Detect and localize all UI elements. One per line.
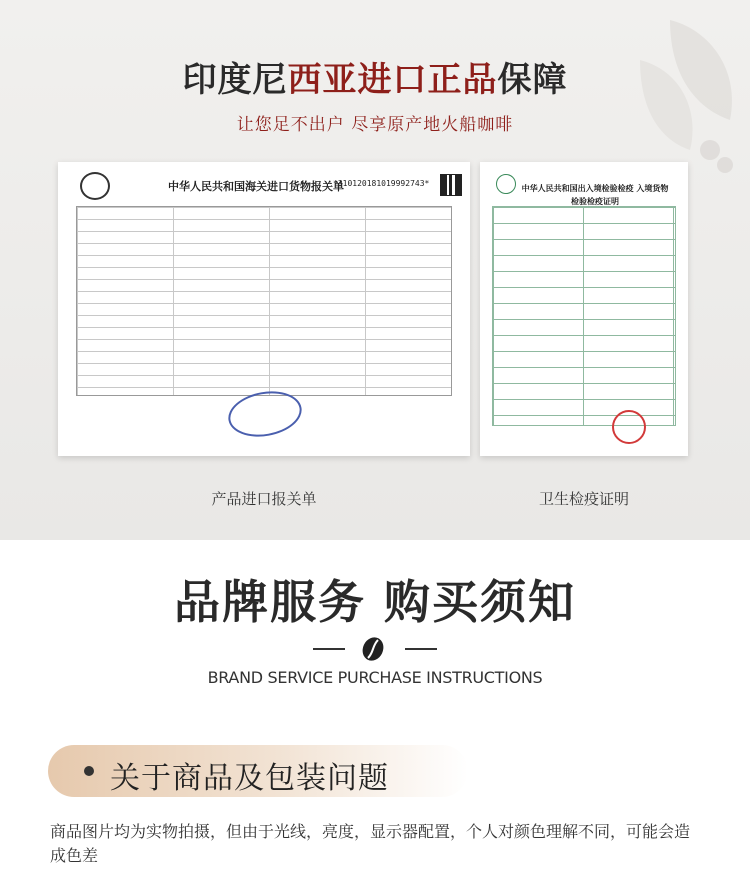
health-form-grid	[492, 206, 676, 426]
customs-caption: 产品进口报关单	[211, 490, 317, 508]
inspection-stamp-icon	[612, 410, 646, 444]
bullet-dot-icon	[84, 766, 94, 776]
divider-line-right	[405, 648, 437, 650]
topic-pill	[48, 745, 468, 797]
health-certificate-document	[480, 162, 688, 456]
qr-code-icon	[440, 174, 462, 196]
page-subhead: 让您足不出户 尽享原产地火船咖啡	[236, 115, 514, 135]
topic-label: 关于商品及包装问题	[110, 761, 389, 796]
headline-part2: 西亚进口正品	[287, 60, 498, 100]
customs-form-grid	[76, 206, 452, 396]
inspection-emblem-icon	[496, 174, 516, 194]
customs-doc-title: 中华人民共和国海关进口货物报关单	[168, 180, 344, 193]
divider-line-left	[313, 648, 345, 650]
section-subtitle: BRAND SERVICE PURCHASE INSTRUCTIONS	[207, 668, 543, 687]
page-headline	[0, 52, 750, 101]
coffee-bean-icon	[361, 636, 385, 662]
headline-part3: 保障	[497, 60, 568, 100]
section-title: 品牌服务 购买须知	[173, 575, 576, 629]
notice-body: 商品图片均为实物拍摄，但由于光线，亮度，显示器配置，个人对颜色理解不同，可能会造成色差	[50, 822, 691, 865]
customs-doc-number: *310120181019992743*	[333, 179, 430, 188]
customs-declaration-document	[58, 162, 470, 456]
health-doc-title: 中华人民共和国出入境检验检疫 入境货物检验检疫证明	[521, 184, 669, 206]
health-caption: 卫生检疫证明	[538, 490, 629, 508]
section-divider	[0, 634, 750, 664]
headline-part1: 印度尼	[182, 60, 288, 100]
customs-emblem-icon	[80, 172, 110, 200]
